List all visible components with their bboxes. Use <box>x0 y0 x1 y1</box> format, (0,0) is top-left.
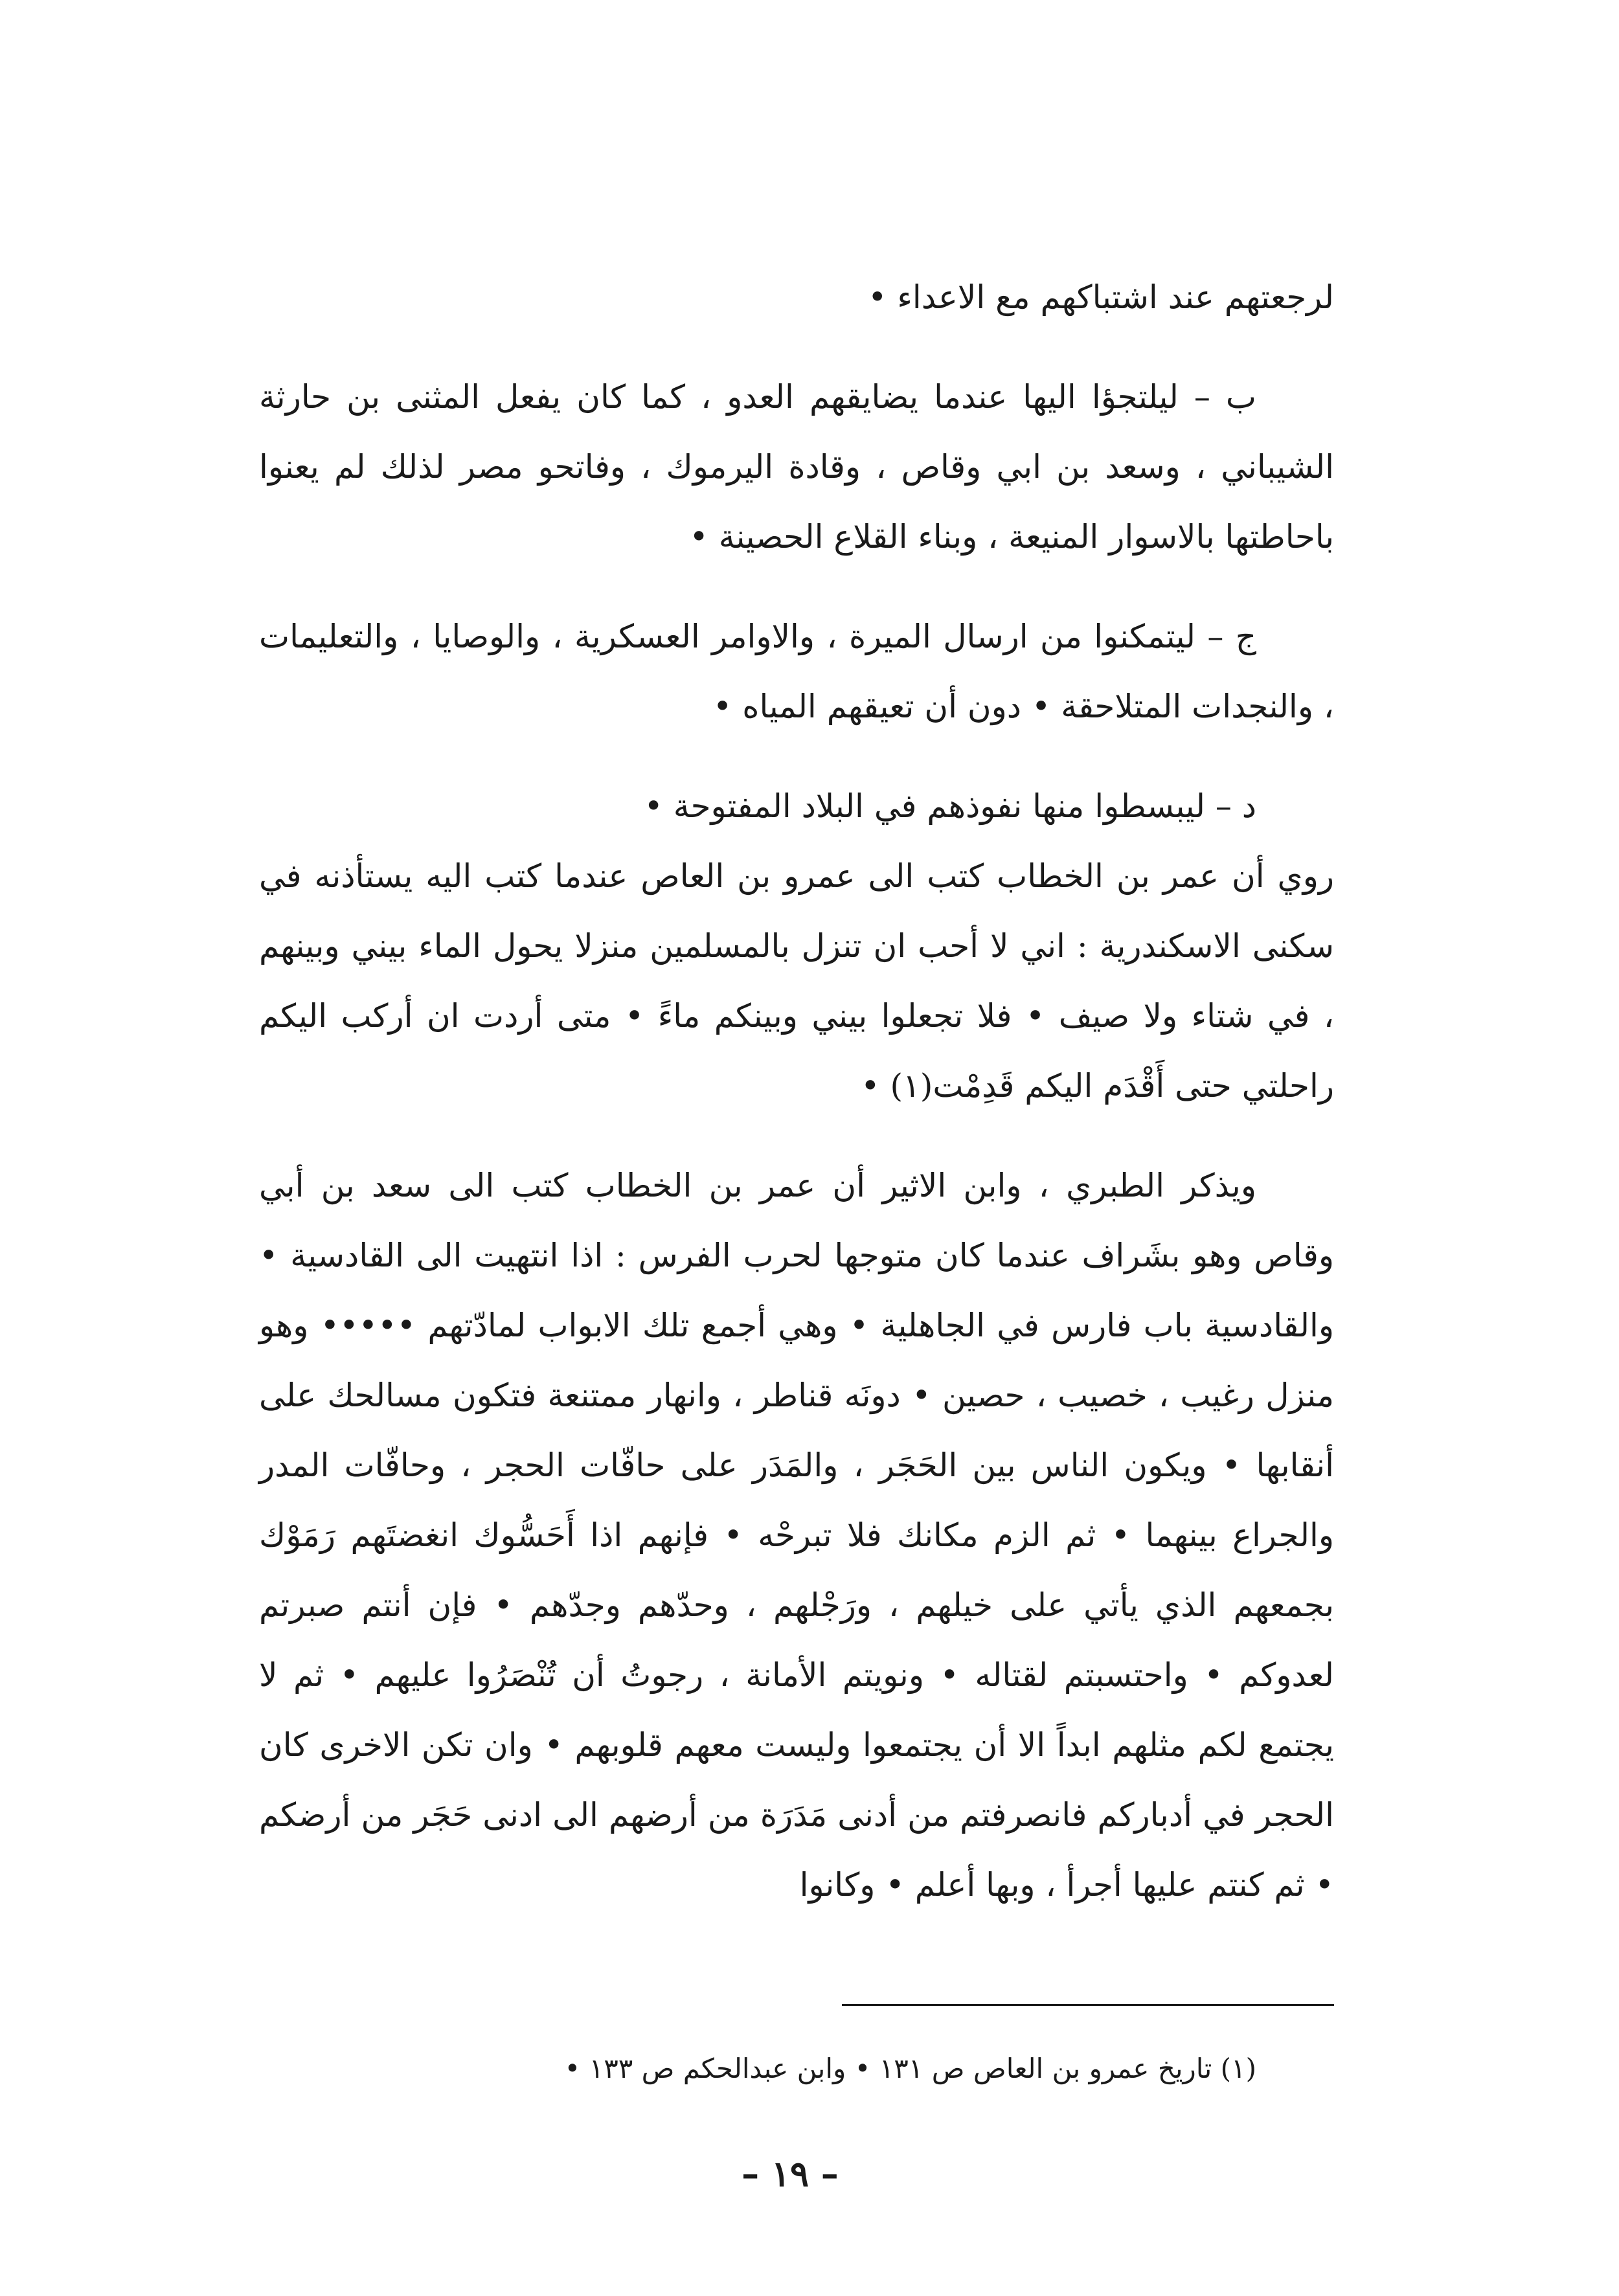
paragraph-item-jim: ج – ليتمكنوا من ارسال الميرة ، والاوامر العسكرية ، والوصايا ، والتعليمات ، والنجدات المتلاحقة • دون أن تعيقهم المياه • <box>259 618 1334 725</box>
page-number: – ١٩ – <box>742 2153 839 2194</box>
paragraph-item-ba: ب – ليلتجؤا اليها عندما يضايقهم العدو ، كما كان يفعل المثنى بن حارثة الشيباني ، وسعد بن ابي وقاص ، وقادة اليرموك ، وفاتحو مصر لذلك لم يعنوا باحاطتها بالاسوار المنيعة ، وبناء القلاع الحصينة • <box>259 378 1334 556</box>
paragraph-tabari-quote: ويذكر الطبري ، وابن الاثير أن عمر بن الخطاب كتب الى سعد بن أبي وقاص وهو بشَراف عندما كان متوجها لحرب الفرس : اذا انتهيت الى القادسية • والقادسية باب فارس في الجاهلية • وهي أجمع تلك الابواب لمادّتهم ••••• وهو منزل رغيب ، خصيب ، حصين • دونَه قناطر ، وانهار ممتنعة فتكون مسالحك على أنقابها • ويكون الناس بين الحَجَر ، والمَدَر على حافّات الحجر ، وحافّات المدر والجراع بينهما • ثم الزم مكانك فلا تبرحْه • فإنهم اذا أَحَسُّوك انغضتَهم رَمَوْك بجمعهم الذي يأتي على خيلهم ، ورَجْلهم ، وحدّهم وجدّهم • فإن أنتم صبرتم لعدوكم • واحتسبتم لقتاله • ونويتم الأمانة ، رجوتُ أن تُنْصَرُوا عليهم • ثم لا يجتمع لكم مثلهم ابداً الا أن يجتمعوا وليست معهم قلوبهم • وان تكن الاخرى كان الحجر في أدباركم فانصرفتم من أدنى مَدَرَة من أرضهم الى ادنى حَجَر من أرضكم • ثم كنتم عليها أجرأ ، وبها أعلم • وكانوا <box>259 1167 1335 1904</box>
paragraph-omar-letter: روي أن عمر بن الخطاب كتب الى عمرو بن العاص عندما كتب اليه يستأذنه في سكنى الاسكندرية : اني لا أحب ان تنزل بالمسلمين منزلا يحول الماء بيني وبينهم ، في شتاء ولا صيف • فلا تجعلوا بيني وبينكم ماءً • متى أردت ان أركب اليكم راحلتي حتى أَقْدَم اليكم قَدِمْت(١) • <box>259 857 1334 1105</box>
body-text <box>259 262 1334 1920</box>
footnote: (١) تاريخ عمرو بن العاص ص ١٣١ • وابن عبدالحكم ص ١٣٣ • <box>564 2053 1256 2084</box>
paragraph-item-dal: د – ليبسطوا منها نفوذهم في البلاد المفتوحة • <box>644 787 1256 825</box>
footnote-divider <box>842 2004 1334 2006</box>
paragraph-continuation: لرجعتهم عند اشتباكهم مع الاعداء • <box>868 278 1334 316</box>
